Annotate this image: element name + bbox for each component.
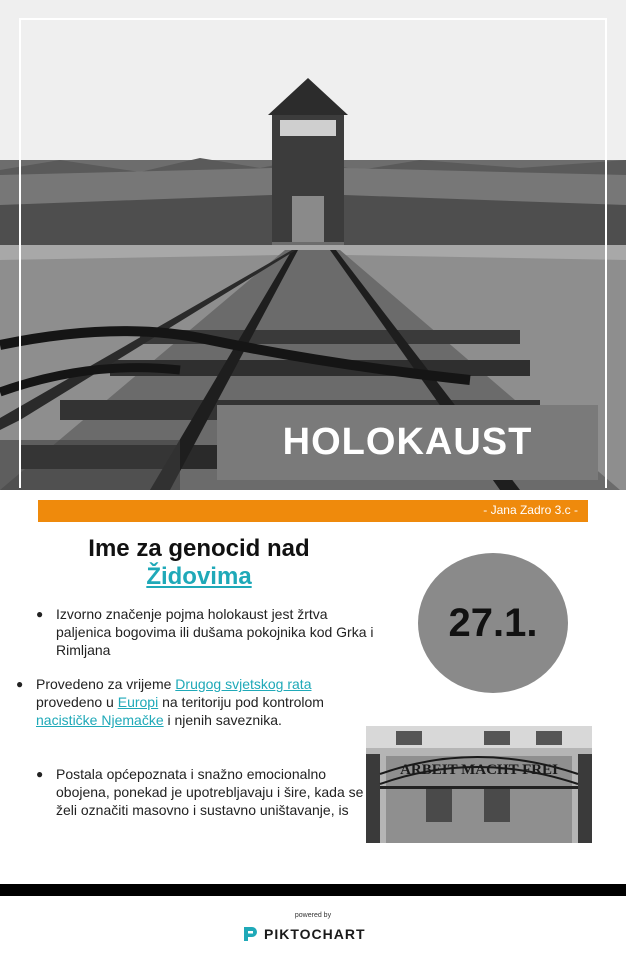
bullet-text-part: Provedeno za vrijeme — [36, 676, 176, 692]
link-europi[interactable]: Europi — [117, 694, 159, 710]
list-item — [16, 675, 375, 729]
date-label: 27.1. — [448, 600, 538, 645]
author-bar — [38, 500, 588, 522]
bullet-dot-icon: ● — [36, 767, 44, 781]
bullet-text-part: na teritoriju pod kontrolom — [158, 694, 324, 710]
bullet-text: Izvorno značenje pojma holokaust jest žrtva paljenica bogovima ili dušama pokojnika kod Grka i Rimljana — [56, 606, 374, 658]
bullet-text: Postala općepoznata i snažno emocionalno obojena, ponekad je upotrebljavaju i šire, kada se želi označiti masovno i sustavno uništavanje, is — [56, 766, 364, 818]
bullet-dot-icon: ● — [36, 607, 44, 621]
piktochart-logo[interactable] — [242, 925, 366, 943]
link-drugog-svjetskog-rata[interactable]: Drugog svjetskog rata — [175, 676, 312, 692]
piktochart-icon — [242, 925, 258, 943]
bullet-dot-icon: ● — [16, 677, 24, 691]
heading-line-1: Ime za genocid nad — [88, 535, 310, 562]
section-heading — [24, 535, 374, 591]
heading-link-zidovima[interactable]: Židovima — [146, 563, 252, 590]
gate-sign-photo — [366, 726, 592, 843]
date-circle — [418, 553, 568, 693]
gate-photo — [366, 726, 592, 843]
powered-by-label: powered by — [294, 912, 332, 919]
bullet-text-part: i njenih saveznika. — [163, 712, 282, 728]
footer-bar — [0, 884, 626, 896]
brand-name: PIKTOCHART — [264, 926, 366, 942]
bullet-text — [36, 675, 375, 729]
author-label: - Jana Zadro 3.c - — [483, 503, 578, 517]
list-item — [36, 605, 375, 659]
link-nacisticke-njemacke[interactable]: nacističke Njemačke — [36, 712, 164, 728]
bullet-text-part: provedeno u — [36, 694, 118, 710]
gate-sign-text: ARBEIT MACHT FREI — [400, 762, 558, 778]
page-title: HOLOKAUST — [282, 421, 533, 463]
list-item — [36, 765, 375, 819]
title-box — [217, 405, 598, 480]
